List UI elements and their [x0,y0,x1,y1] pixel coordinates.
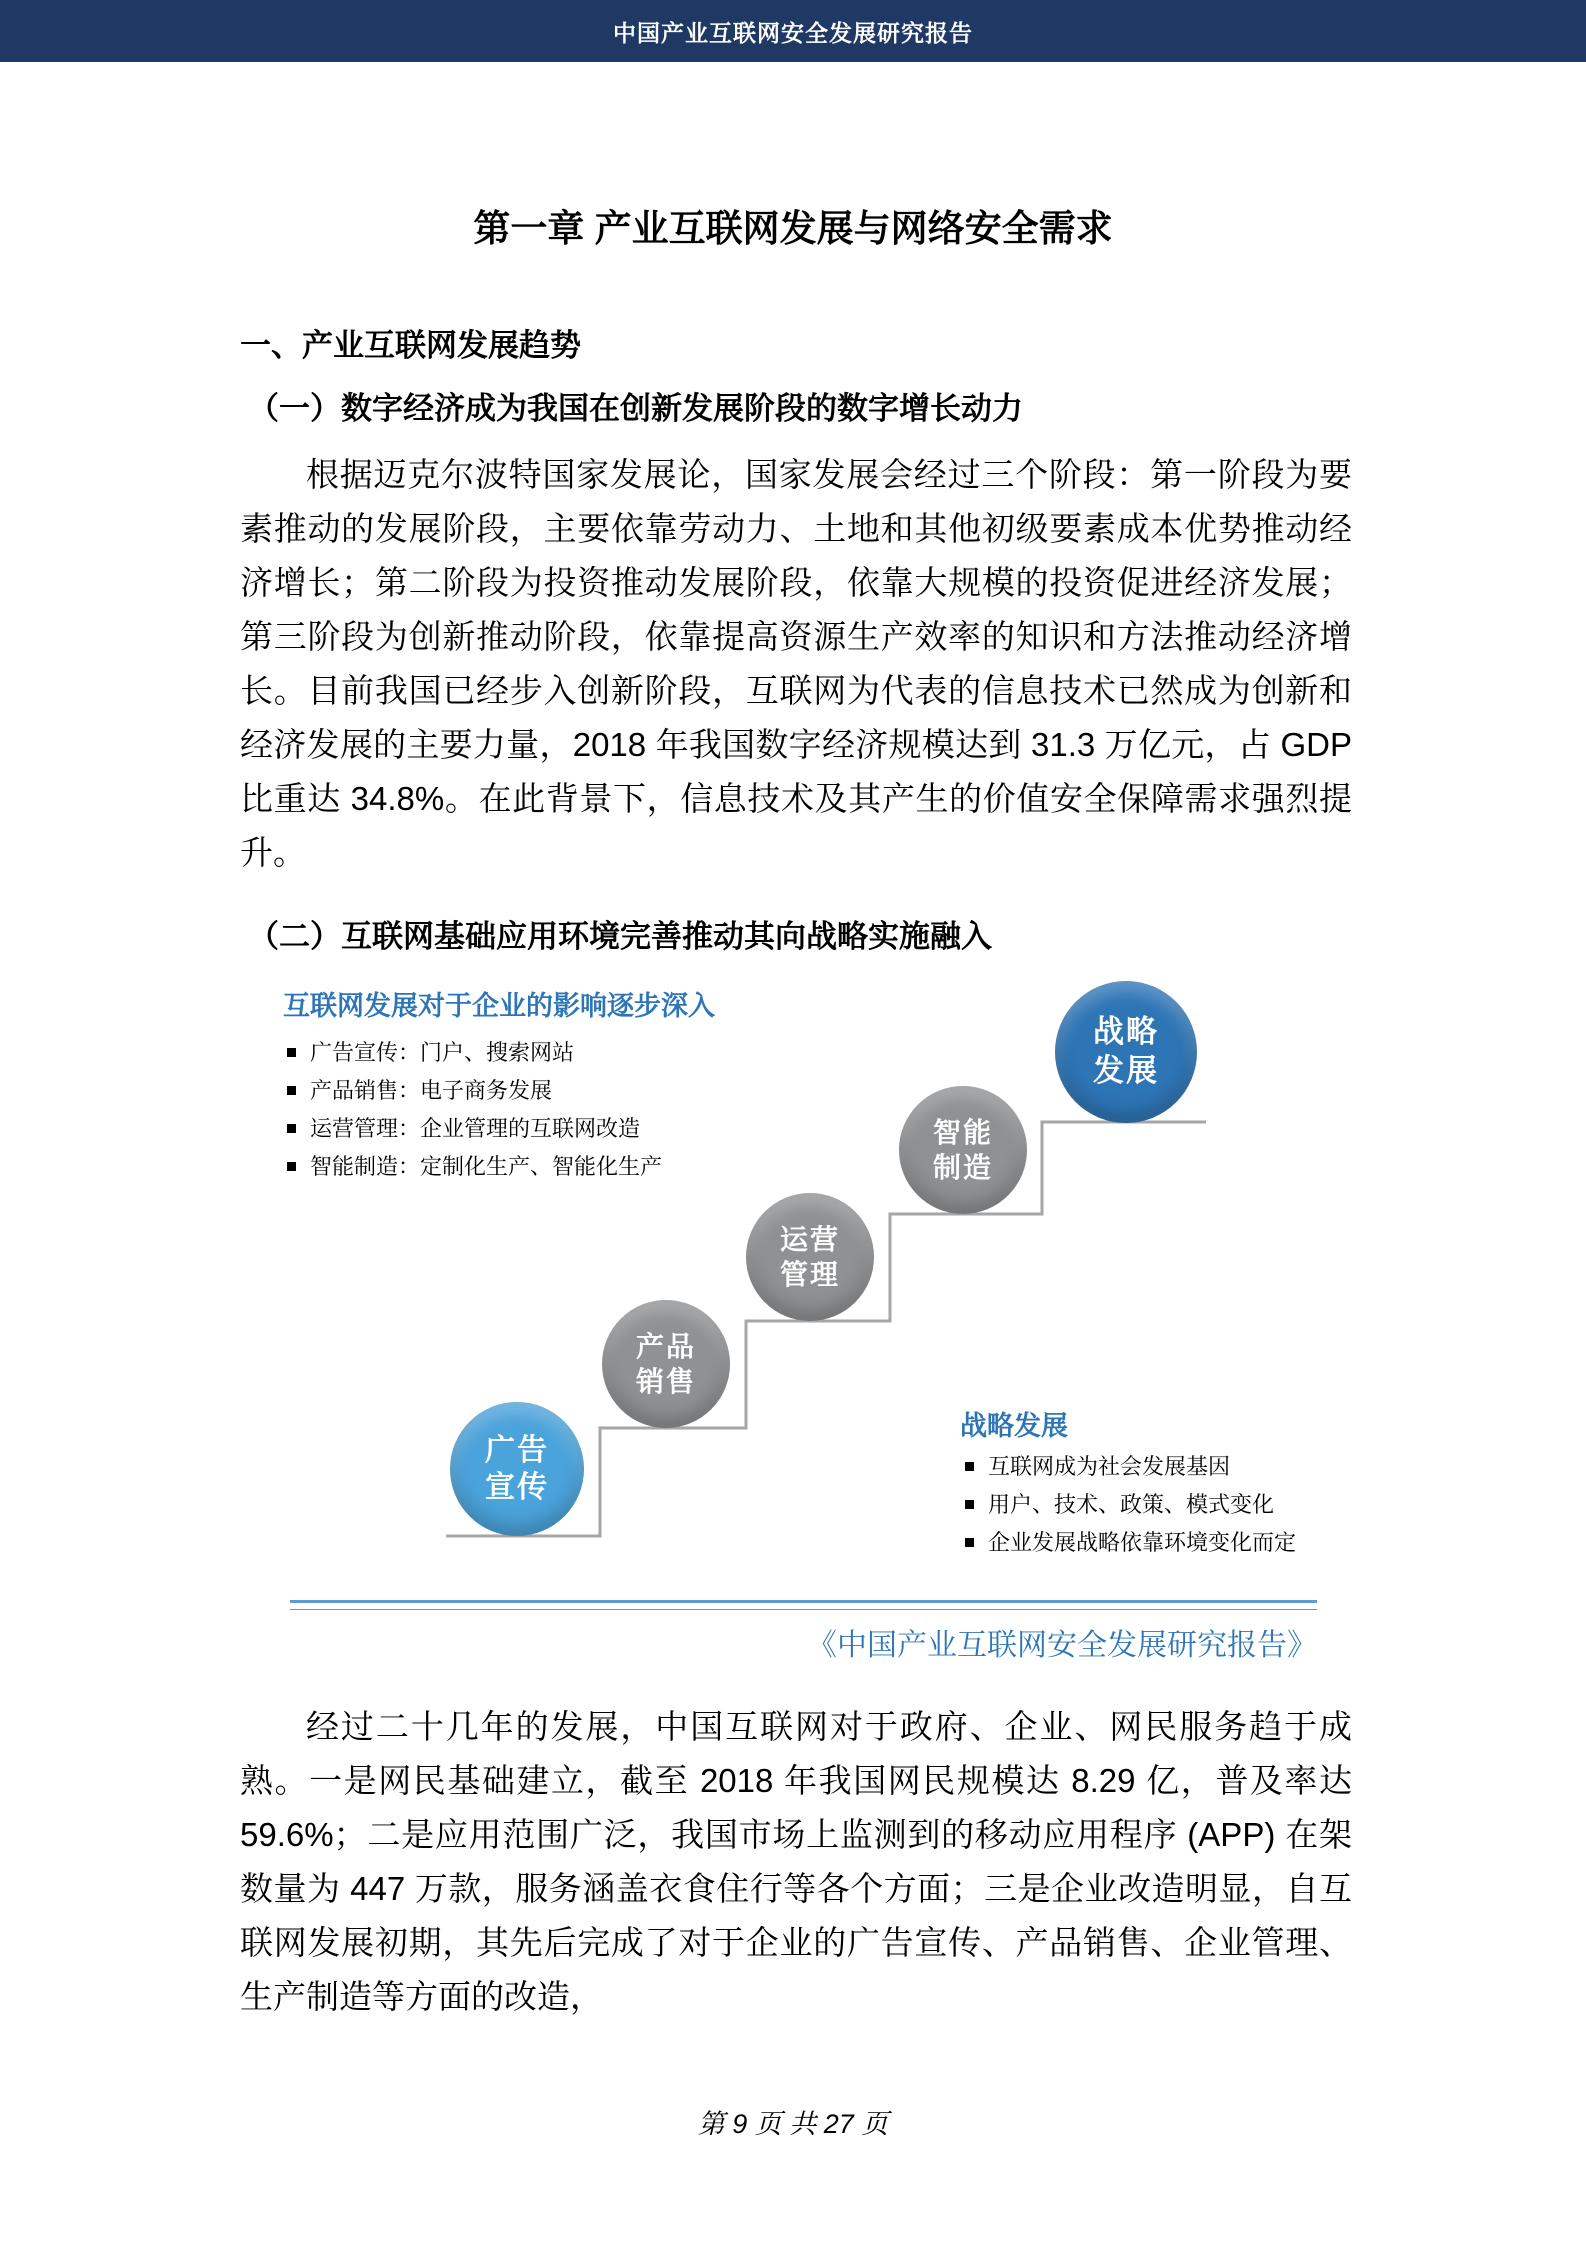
bullet-item [965,1486,1296,1524]
bullet-text: 运营管理：企业管理的互联网改造 [310,1116,641,1141]
bullet-text: 企业发展战略依靠环境变化而定 [988,1530,1297,1555]
header-title: 中国产业互联网安全发展研究报告 [613,19,973,46]
square-bullet-icon [287,1086,296,1095]
bullet-item [965,1524,1296,1562]
square-bullet-icon [965,1462,974,1471]
square-bullet-icon [287,1048,296,1057]
step-circle-label [636,1329,696,1399]
bullet-item [287,1110,662,1148]
square-bullet-icon [965,1538,974,1547]
step-circle-strategy [1055,981,1197,1123]
divider-line-top [290,1600,1317,1603]
bullet-item [287,1072,662,1110]
circle-label-line: 制造 [932,1152,993,1183]
circle-label-line: 管理 [779,1259,840,1290]
step-circle-advertising [450,1402,584,1536]
diagram-title: 互联网发展对于企业的影响逐步深入 [283,991,715,1021]
step-circle-manufacturing [899,1086,1027,1214]
step-circle-label [485,1432,549,1507]
circle-label-line: 运营 [779,1224,840,1255]
step-circle-operations [746,1193,874,1321]
circle-label-line: 智能 [932,1117,993,1148]
square-bullet-icon [965,1500,974,1509]
bullet-item [287,1034,662,1072]
diagram-left-bullet-list [287,1034,662,1186]
step-circle-sales [602,1300,730,1428]
bullet-text: 用户、技术、政策、模式变化 [988,1492,1275,1517]
section-heading: 一、产业互联网发展趋势 [240,328,581,363]
figure-caption: 《中国产业互联网安全发展研究报告》 [807,1629,1317,1662]
circle-label-line: 销售 [635,1366,696,1397]
step-circle-label [1093,1013,1159,1091]
paragraph-1: 根据迈克尔波特国家发展论，国家发展会经过三个阶段：第一阶段为要素推动的发展阶段，主要依靠劳动力、土地和其他初级要素成本优势推动经济增长；第二阶段为投资推动发展阶段，依靠大规模的投资促进经济发展；第三阶段为创新推动阶段，依靠提高资源生产效率的知识和方法推动经济增长。目前我国已经步入创新阶段，互联网为代表的信息技术已然成为创新和经济发展的主要力量，2018 年我国数字经济规模达到 31.3 万亿元，占 GDP 比重达 34.8%。在此背景下，信息技术及其产生的价值安全保障需求强烈提升。 [240,456,1352,871]
subsection-1-heading: （一）数字经济成为我国在创新发展阶段的数字增长动力 [248,391,1023,426]
bullet-item [965,1448,1296,1486]
square-bullet-icon [287,1162,296,1171]
strategy-bullet-list [965,1448,1296,1562]
bullet-item [287,1148,662,1186]
paragraph-2: 经过二十几年的发展，中国互联网对于政府、企业、网民服务趋于成熟。一是网民基础建立，截至 2018 年我国网民规模达 8.29 亿，普及率达 59.6%；二是应用范围广泛，我国市场上监测到的移动应用程序 (APP) 在架数量为 447 万款，服务涵盖衣食住行等各个方面；三是企业改造明显，自互联网发展初期，其先后完成了对于企业的广告宣传、产品销售、企业管理、生产制造等方面的改造， [240,1708,1352,2015]
bullet-text: 智能制造：定制化生产、智能化生产 [310,1154,663,1179]
circle-label-line: 产品 [635,1331,696,1362]
subsection-2-heading: （二）互联网基础应用环境完善推动其向战略实施融入 [248,919,992,954]
strategy-block-heading: 战略发展 [960,1411,1068,1441]
step-circle-label [933,1115,993,1185]
circle-label-line: 战略 [1093,1014,1159,1050]
bullet-text: 互联网成为社会发展基因 [988,1454,1231,1479]
divider-line-bottom [290,1609,1317,1610]
circle-label-line: 发展 [1093,1053,1159,1088]
circle-label-line: 广告 [485,1433,549,1467]
bullet-text: 广告宣传：门户、搜索网站 [310,1040,575,1065]
page-header-bar [0,0,1586,62]
square-bullet-icon [287,1124,296,1133]
bullet-text: 产品销售：电子商务发展 [310,1078,553,1103]
step-circle-label [780,1222,840,1292]
chapter-title: 第一章 产业互联网发展与网络安全需求 [473,208,1113,249]
circle-label-line: 宣传 [485,1471,549,1504]
page-number-footer: 第 9 页 共 27 页 [697,2109,889,2139]
